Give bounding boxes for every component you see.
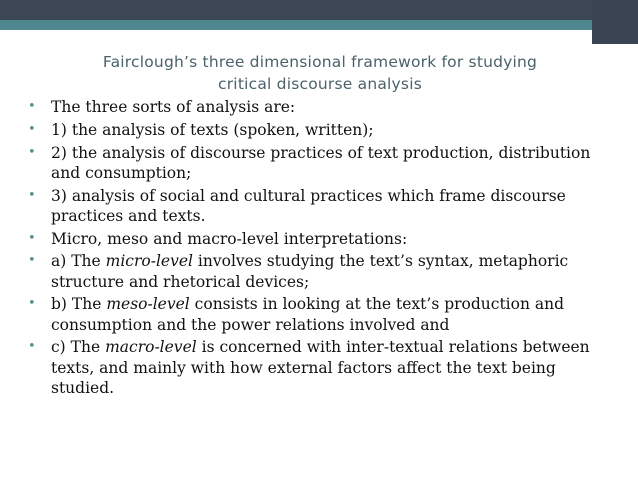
bullet-item <box>28 143 618 183</box>
bullet-icon: • <box>28 121 36 137</box>
bullet-icon: • <box>28 296 36 312</box>
title-line-1: Fairclough’s three dimensional framework for studying <box>102 53 538 71</box>
bullet-item <box>28 229 618 249</box>
bullet-text-suffix: is concerned with inter-textual relations between texts, and mainly with how external factors affect the text being studied. <box>51 338 590 397</box>
bullet-icon: • <box>28 187 36 203</box>
bullet-item <box>28 251 618 291</box>
bullet-item <box>28 97 618 117</box>
teal-accent-band <box>0 20 638 30</box>
bullet-icon: • <box>28 230 36 246</box>
bullet-emphasis: meso-level <box>106 295 190 314</box>
bullet-icon: • <box>28 99 36 114</box>
bullet-item <box>28 120 618 140</box>
bullet-text: 1) the analysis of texts (spoken, written); <box>51 120 374 139</box>
bullet-item <box>28 337 618 398</box>
bullet-icon: • <box>28 253 36 269</box>
bullet-list <box>28 97 618 401</box>
bullet-emphasis: micro-level <box>105 252 193 271</box>
bullet-text-prefix: b) The <box>51 295 107 314</box>
bullet-emphasis: macro-level <box>105 338 197 357</box>
bullet-text-prefix: c) The <box>51 338 106 357</box>
bullet-text: 2) the analysis of discourse practices of text production, distribution and consumption; <box>51 143 591 182</box>
bullet-text-prefix: a) The <box>51 252 106 271</box>
bullet-icon: • <box>28 144 36 160</box>
bullet-item <box>28 186 618 226</box>
bullet-text: Micro, meso and macro-level interpretations: <box>51 229 408 248</box>
bullet-text: The three sorts of analysis are: <box>51 98 296 116</box>
top-dark-band <box>0 0 638 20</box>
bullet-text-suffix: consists in looking at the text’s production and consumption and the power relations involved and <box>51 295 565 334</box>
header-bands <box>0 0 638 44</box>
corner-block <box>592 0 638 44</box>
bullet-item <box>28 294 618 334</box>
bullet-icon: • <box>28 339 36 355</box>
slide-title <box>40 51 600 95</box>
bullet-text-suffix: involves studying the text’s syntax, metaphoric structure and rhetorical devices; <box>51 252 569 291</box>
bullet-text: 3) analysis of social and cultural practices which frame discourse practices and texts. <box>51 186 566 225</box>
title-line-2: critical discourse analysis <box>218 75 422 93</box>
